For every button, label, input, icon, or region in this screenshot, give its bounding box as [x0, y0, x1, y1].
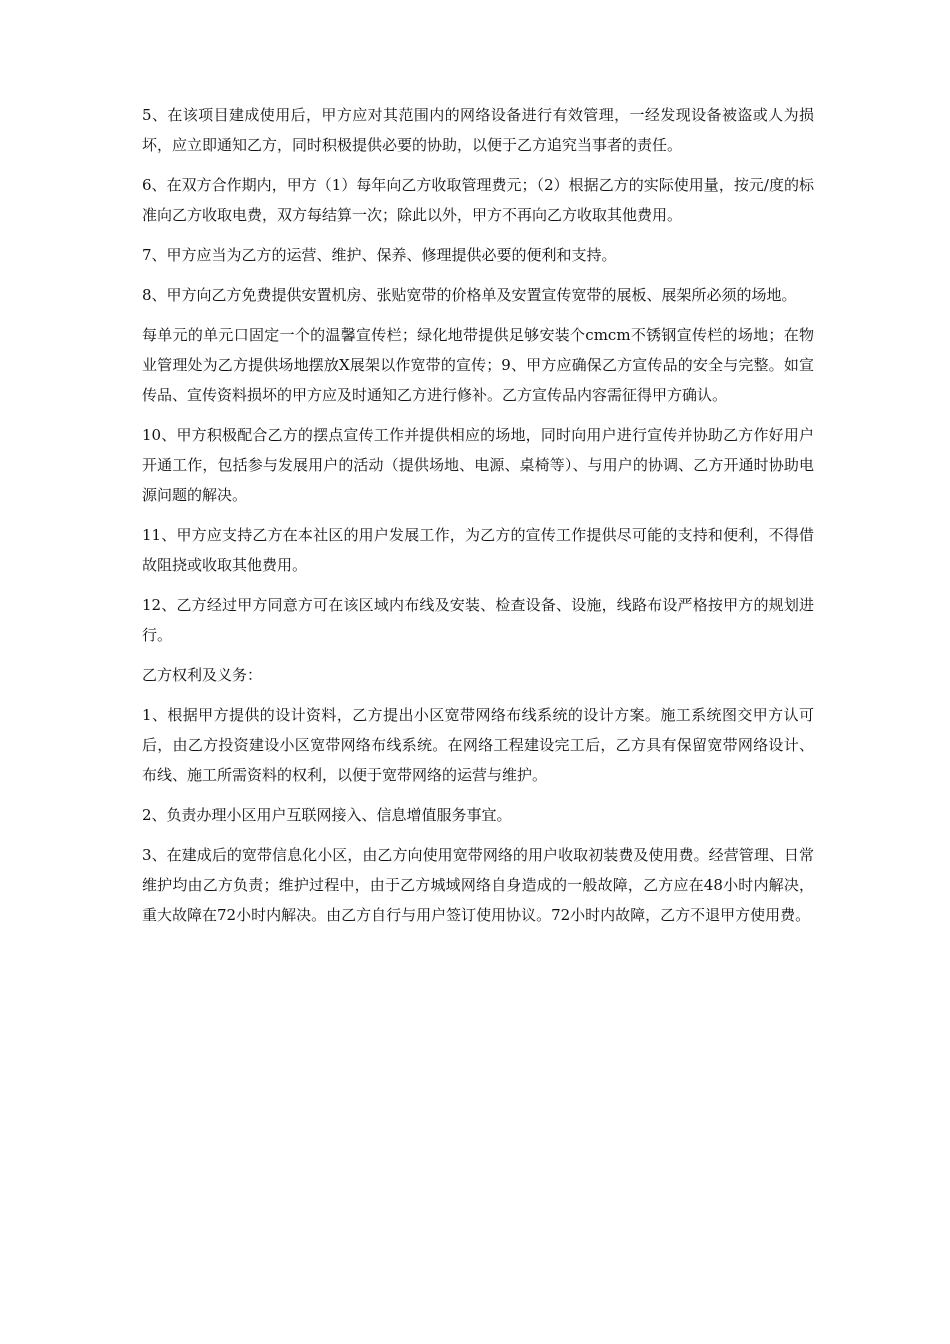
document-body	[142, 100, 814, 940]
party-b-clause-1-paragraph: 1、根据甲方提供的设计资料，乙方提出小区宽带网络布线系统的设计方案。施工系统图交甲方认可后，由乙方投资建设小区宽带网络布线系统。在网络工程建设完工后，乙方具有保留宽带网络设计、布线、施工所需资料的权利，以便于宽带网络的运营与维护。	[142, 706, 814, 784]
promotion-board-paragraph: 每单元的单元口固定一个的温馨宣传栏；绿化地带提供足够安装个cmcm不锈钢宣传栏的场地；在物业管理处为乙方提供场地摆放X展架以作宽带的宣传；9、甲方应确保乙方宣传品的安全与完整。如宣传品、宣传资料损坏的甲方应及时通知乙方进行修补。乙方宣传品内容需征得甲方确认。	[142, 326, 814, 404]
clause-7-paragraph: 7、甲方应当为乙方的运营、维护、保养、修理提供必要的便利和支持。	[142, 246, 617, 264]
clause-6-paragraph: 6、在双方合作期内，甲方（1）每年向乙方收取管理费元；（2）根据乙方的实际使用量，按元/度的标准向乙方收取电费，双方每结算一次；除此以外，甲方不再向乙方收取其他费用。	[142, 176, 814, 224]
party-b-clause-2-paragraph: 2、负责办理小区用户互联网接入、信息增值服务事宜。	[142, 806, 512, 824]
clause-11-paragraph: 11、甲方应支持乙方在本社区的用户发展工作，为乙方的宣传工作提供尽可能的支持和便利，不得借故阻挠或收取其他费用。	[142, 526, 814, 574]
party-b-clause-3-paragraph: 3、在建成后的宽带信息化小区，由乙方向使用宽带网络的用户收取初装费及使用费。经营管理、日常维护均由乙方负责；维护过程中，由于乙方城域网络自身造成的一般故障，乙方应在48小时内解决，重大故障在72小时内解决。由乙方自行与用户签订使用协议。72小时内故障，乙方不退甲方使用费。	[142, 846, 814, 924]
clause-12-paragraph: 12、乙方经过甲方同意方可在该区域内布线及安装、检查设备、设施，线路布设严格按甲方的规划进行。	[142, 596, 814, 644]
clause-8-paragraph: 8、甲方向乙方免费提供安置机房、张贴宽带的价格单及安置宣传宽带的展板、展架所必须的场地。	[142, 286, 797, 304]
clause-5-paragraph: 5、在该项目建成使用后，甲方应对其范围内的网络设备进行有效管理，一经发现设备被盗或人为损坏，应立即通知乙方，同时积极提供必要的协助，以便于乙方追究当事者的责任。	[142, 106, 814, 154]
party-b-rights-heading: 乙方权利及义务：	[142, 666, 263, 684]
clause-10-paragraph: 10、甲方积极配合乙方的摆点宣传工作并提供相应的场地，同时向用户进行宣传并协助乙方作好用户开通工作，包括参与发展用户的活动（提供场地、电源、桌椅等）、与用户的协调、乙方开通时协助电源问题的解决。	[142, 426, 814, 504]
